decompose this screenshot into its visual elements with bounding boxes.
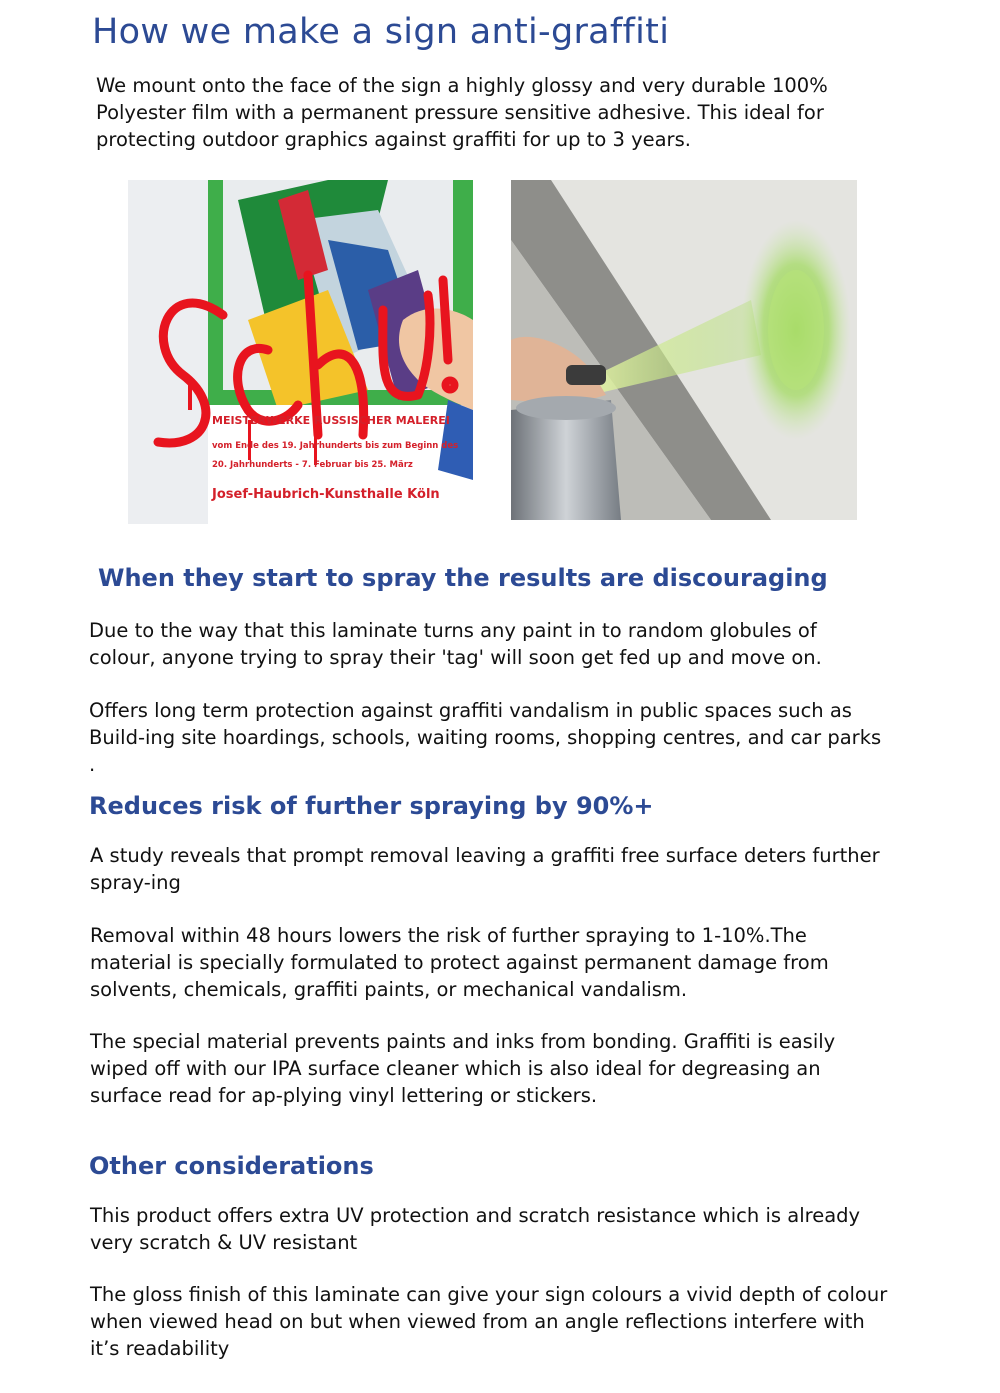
section2-paragraph-1: A study reveals that prompt removal leaving a graffiti free surface deters further spray-ing bbox=[90, 844, 880, 894]
poster-line-1: MEISTERWERKE RUSSISCHER MALEREI bbox=[212, 414, 450, 427]
intro-paragraph: We mount onto the face of the sign a highly glossy and very durable 100% Polyester film with a permanent pressure sensitive adhesive. This ideal for protecting outdoor graphics against graffiti for up to 3 years. bbox=[96, 74, 828, 151]
section2-paragraph-2: Removal within 48 hours lowers the risk of further spraying to 1-10%.The material is specially formulated to protect against permanent damage from solvents, chemicals, graffiti paints, or mechanical vandalism. bbox=[90, 924, 829, 1001]
section-heading-reduces-risk: Reduces risk of further spraying by 90%+ bbox=[89, 792, 654, 820]
page-title: How we make a sign anti-graffiti bbox=[92, 12, 670, 52]
section1-paragraph-2: Offers long term protection against graffiti vandalism in public spaces such as Build-ing site hoardings, schools, waiting rooms, shopping centres, and car parks . bbox=[89, 699, 882, 776]
section3-paragraph-1: This product offers extra UV protection and scratch resistance which is already very scratch & UV resistant bbox=[90, 1204, 861, 1254]
poster-line-3: 20. Jahrhunderts - 7. Februar bis 25. März bbox=[212, 460, 413, 470]
section2-paragraph-3: The special material prevents paints and inks from bonding. Graffiti is easily wiped off with our IPA surface cleaner which is also ideal for degreasing an surface read for ap-plying vinyl lettering or stickers. bbox=[90, 1030, 836, 1107]
section1-paragraph-1: Due to the way that this laminate turns any paint in to random globules of colour, anyone trying to spray their 'tag' will soon get fed up and move on. bbox=[89, 619, 822, 669]
section-heading-other-considerations: Other considerations bbox=[89, 1152, 374, 1180]
spray-can-image bbox=[511, 180, 857, 520]
graffiti-poster-image bbox=[128, 180, 473, 524]
section-heading-spray-results: When they start to spray the results are discouraging bbox=[98, 564, 828, 592]
poster-line-2: vom Ende des 19. Jahrhunderts bis zum Beginn des bbox=[212, 441, 459, 451]
section3-paragraph-2: The gloss finish of this laminate can give your sign colours a vivid depth of colour when viewed head on but when viewed from an angle reflections interfere with it’s readability bbox=[90, 1283, 888, 1360]
poster-line-4: Josef-Haubrich-Kunsthalle Köln bbox=[212, 487, 440, 502]
